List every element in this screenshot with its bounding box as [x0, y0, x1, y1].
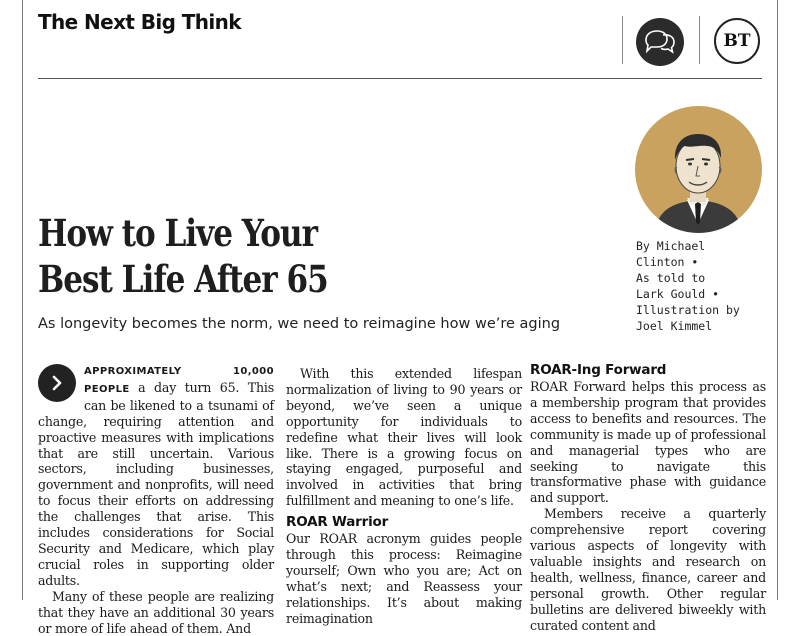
paragraph: With this extended lifespan normalization of living to 90 years or beyond, we’ve seen a unique opportunity for individuals to redefine what their lives will look like. There is a growing focus on staying engaged, purposeful and involved in activities that bring fulfillment and meaning to one’s life.	[286, 366, 522, 509]
next-button[interactable]	[38, 364, 76, 402]
article-column-3	[530, 362, 766, 634]
bt-logo-button[interactable]: BT	[714, 18, 760, 64]
paragraph: ROAR Forward helps this process as a membership program that provides access to benefits and resources. The community is made up of professional and managerial types who are seeking to navigate this transformative phase with guidance and support.	[530, 379, 766, 506]
article-column-2	[286, 366, 522, 627]
article-subhead: As longevity becomes the norm, we need to reimagine how we’re aging	[38, 316, 561, 332]
headline-line: Best Life After 65	[38, 257, 328, 301]
author-illustration-icon	[635, 106, 762, 233]
chevron-right-icon	[38, 364, 76, 402]
article-column-1	[38, 362, 274, 636]
header-divider	[622, 16, 623, 64]
section-heading: ROAR Warrior	[286, 514, 389, 531]
left-margin-rule	[22, 0, 23, 600]
author-portrait	[635, 106, 762, 233]
speech-bubbles-icon	[636, 18, 684, 66]
header-divider	[699, 16, 700, 64]
paragraph: Many of these people are realizing that they have an additional 30 years or more of life ahead of them. And	[38, 588, 274, 636]
right-margin-rule	[777, 0, 778, 600]
byline: By Michael Clinton • As told to Lark Gould • Illustration by Joel Kimmel	[636, 239, 740, 333]
section-heading: ROAR-Ing Forward	[530, 362, 667, 378]
article-headline	[38, 210, 508, 302]
paragraph: Members receive a quarterly comprehensive report covering various aspects of longevity with valuable insights and research on health, wellness, finance, career and personal growth. Other regular bulletins are delivered biweekly with curated content and	[530, 506, 766, 633]
lead-in-caps: APPROXIMATELY 10,000 PEOPLE	[84, 366, 274, 395]
headline-line: How to Live Your	[38, 211, 317, 255]
comment-button[interactable]	[636, 18, 684, 66]
header-rule	[38, 78, 762, 79]
paragraph: Our ROAR acronym guides people through this process: Reimagine yourself; Own who you are; Act on what’s next; and Reassess your relationships. It’s about making reimagination	[286, 531, 522, 626]
paragraph-text: a day turn 65. This can be likened to a tsunami of change, requiring attention and proactive measures with implications that are still uncertain. Various sectors, including businesses, government and nonprofits, will need to focus their efforts on addressing the challenges that arise. This includes considerations for Social Security and Medicare, which play crucial roles in supporting older adults.	[38, 379, 274, 588]
paragraph	[38, 362, 274, 589]
masthead-title: The Next Big Think	[38, 10, 241, 34]
